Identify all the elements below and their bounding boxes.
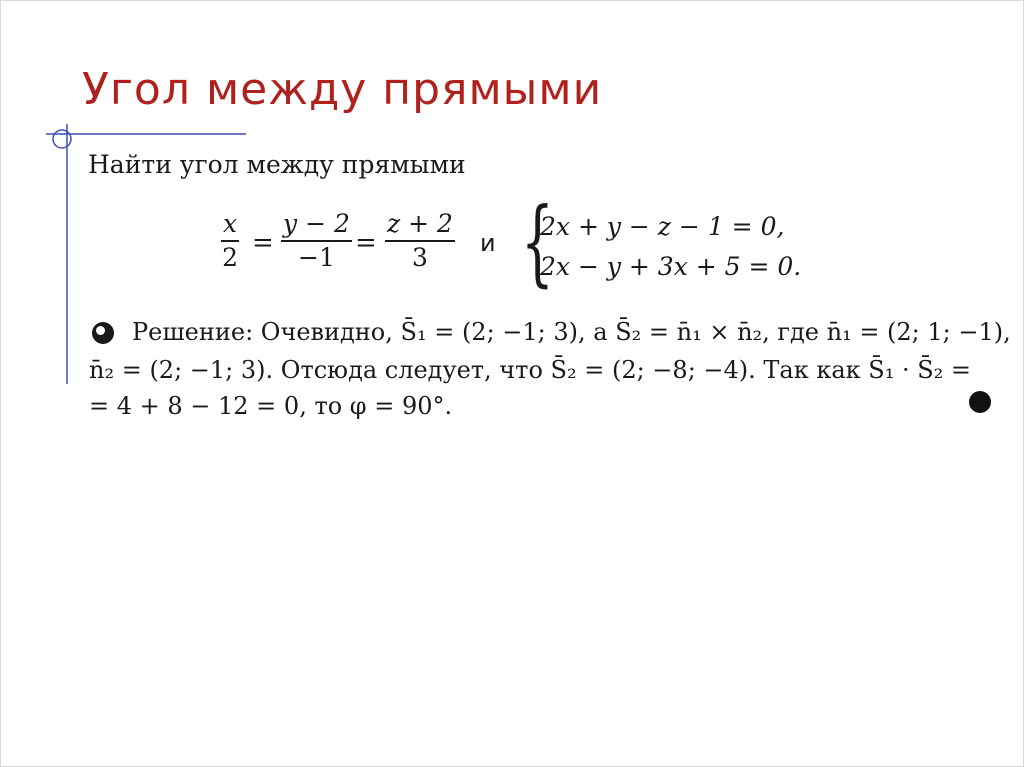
fraction-x (221, 210, 239, 272)
fraction-x-numerator: x (221, 210, 239, 242)
solution-line-2: n̄₂ = (2; −1; 3). Отсюда следует, что S̄₂ = (2; −8; −4). Так как S̄₁ · S̄₂ = (89, 356, 972, 384)
problem-intro: Найти угол между прямыми (88, 150, 466, 179)
system-brace: { (521, 188, 554, 297)
system-line-1: 2x + y − z − 1 = 0, (540, 212, 785, 241)
fraction-y (281, 210, 352, 272)
fraction-x-denominator: 2 (222, 243, 238, 272)
fraction-z (385, 210, 455, 272)
system-line-2: 2x − y + 3x + 5 = 0. (540, 252, 802, 281)
fraction-z-denominator: 3 (412, 243, 428, 272)
slide-title: Угол между прямыми (82, 64, 603, 115)
solution-bullet-icon (92, 322, 114, 344)
fraction-y-denominator: −1 (298, 243, 335, 272)
solution-line-1: Решение: Очевидно, S̄₁ = (2; −1; 3), а S̄₂ = n̄₁ × n̄₂, где n̄₁ = (2; 1; −1), (132, 318, 1011, 346)
decoration-ring (53, 130, 71, 148)
equals-sign-2: = (355, 228, 377, 258)
solution-line-3: = 4 + 8 − 12 = 0, то φ = 90°. (89, 392, 453, 420)
fraction-z-numerator: z + 2 (385, 210, 455, 242)
end-of-proof-icon (969, 391, 991, 413)
fraction-y-numerator: y − 2 (281, 210, 352, 242)
conjunction-and: и (480, 229, 496, 257)
equals-sign-1: = (252, 228, 274, 258)
